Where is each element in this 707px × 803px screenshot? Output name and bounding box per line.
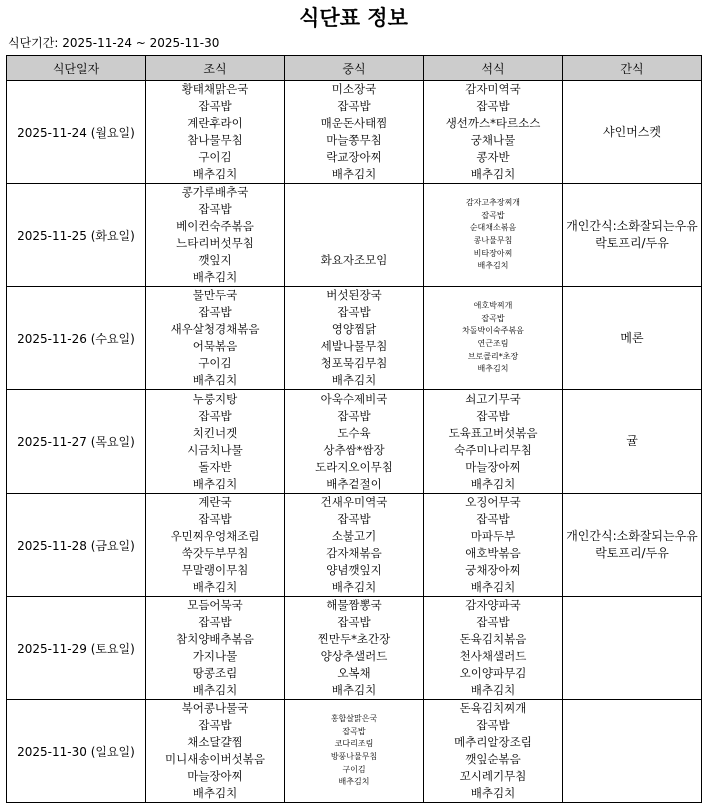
table-row [7, 597, 702, 700]
menu-item: 잡곡밥 [481, 210, 505, 220]
menu-item: 잡곡밥 [198, 615, 232, 629]
menu-item: 브로콜리*초장 [467, 351, 519, 361]
menu-item [285, 201, 423, 218]
menu-item: 구이김 [342, 764, 366, 774]
menu-item: 배추김치 [477, 364, 509, 374]
dinner-cell [424, 81, 563, 184]
header-date: 식단일자 [7, 56, 146, 81]
menu-item: 마늘장아찌 [187, 769, 243, 783]
breakfast-cell [146, 700, 285, 803]
menu-item: 비타장아찌 [473, 248, 513, 258]
menu-item: 감자미역국 [465, 82, 521, 96]
menu-item: 잡곡밥 [337, 99, 371, 113]
menu-item: 구이김 [198, 356, 232, 370]
breakfast-cell [146, 494, 285, 597]
menu-item: 배추김치 [331, 580, 377, 594]
menu-item: 콩나물무침 [473, 236, 513, 245]
menu-item: 오복채 [337, 666, 371, 680]
lunch-cell [285, 597, 424, 700]
menu-item: 배추김치 [192, 270, 238, 284]
menu-item: 배추김치 [470, 683, 516, 697]
menu-item: 마파두부 [470, 529, 516, 543]
dinner-cell [424, 287, 563, 390]
menu-item: 개인간식:소화잘되는우유 [566, 529, 698, 543]
menu-item: 배추김치 [192, 373, 238, 387]
menu-item: 메론 [620, 330, 644, 345]
header-dinner: 석식 [424, 56, 563, 81]
menu-item: 감자채볶음 [326, 546, 382, 560]
menu-item: 잡곡밥 [337, 408, 371, 423]
header-breakfast: 조식 [146, 56, 285, 81]
menu-item: 매운돈사태찜 [320, 116, 388, 130]
menu-item: 시금치나물 [187, 442, 243, 457]
menu-item: 궁채장아찌 [465, 563, 521, 577]
menu-item: 아욱수제비국 [320, 391, 388, 406]
menu-item: 마늘쫑무침 [326, 133, 382, 147]
menu-item: 북어콩나물국 [181, 701, 249, 715]
menu-item: 물만두국 [192, 288, 238, 302]
menu-item: 궁채나물 [470, 133, 516, 147]
snack-cell [563, 81, 702, 184]
menu-item: 귤 [626, 434, 638, 448]
header-snack: 간식 [563, 56, 702, 81]
menu-item: 차돌박이숙주볶음 [462, 326, 524, 336]
menu-item: 세발나물무침 [320, 339, 388, 353]
menu-item: 배추김치 [470, 786, 516, 800]
breakfast-cell [146, 184, 285, 287]
snack-cell [563, 700, 702, 803]
menu-item [285, 218, 423, 235]
menu-item: 배추김치 [331, 167, 377, 181]
menu-item: 버섯된장국 [326, 288, 382, 302]
menu-item [285, 269, 423, 286]
menu-item: 계란후라이 [187, 116, 243, 130]
menu-item: 누룽지탕 [192, 391, 238, 406]
table-row [7, 494, 702, 597]
menu-item: 무말랭이무침 [181, 563, 249, 577]
menu-item: 잡곡밥 [337, 512, 371, 526]
menu-item: 잡곡밥 [198, 99, 232, 113]
menu-item: 베이컨숙주볶음 [176, 219, 254, 233]
snack-cell [563, 494, 702, 597]
menu-item: 감자고추장찌개 [465, 198, 521, 208]
menu-item: 샤인머스켓 [603, 124, 661, 139]
menu-item: 홍합살맑은국 [330, 714, 378, 724]
menu-item: 배추김치 [477, 261, 509, 271]
menu-item: 참나물무침 [187, 133, 243, 147]
menu-item: 돈육김치찌개 [459, 701, 527, 715]
lunch-cell [285, 287, 424, 390]
snack-cell [563, 390, 702, 494]
menu-item [285, 184, 423, 201]
menu-item: 해물짬뽕국 [326, 598, 382, 612]
lunch-cell [285, 184, 424, 287]
lunch-cell [285, 81, 424, 184]
menu-item: 깻잎순볶음 [465, 752, 521, 766]
menu-item: 락토프리/두유 [595, 546, 669, 560]
menu-item: 락토프리/두유 [595, 236, 669, 250]
menu-item: 잡곡밥 [198, 512, 232, 526]
menu-item: 천사채샐러드 [459, 649, 527, 663]
date-cell: 2025-11-30 (일요일) [7, 700, 146, 803]
table-row [7, 184, 702, 287]
menu-item: 배추겉절이 [326, 476, 382, 491]
menu-item: 잡곡밥 [342, 726, 366, 736]
breakfast-cell [146, 287, 285, 390]
menu-item: 배추김치 [470, 167, 516, 181]
menu-item: 잡곡밥 [481, 313, 505, 323]
menu-item: 개인간식:소화잘되는우유 [566, 219, 698, 233]
menu-item: 가지나물 [192, 649, 238, 663]
menu-item: 잡곡밥 [198, 202, 232, 216]
menu-item: 잡곡밥 [198, 408, 232, 423]
date-cell: 2025-11-25 (화요일) [7, 184, 146, 287]
date-cell: 2025-11-27 (목요일) [7, 390, 146, 494]
menu-item: 황태채맑은국 [181, 82, 249, 96]
menu-item: 깻잎지 [198, 253, 232, 267]
menu-item: 미소장국 [331, 82, 377, 96]
dinner-cell [424, 494, 563, 597]
date-cell: 2025-11-28 (금요일) [7, 494, 146, 597]
menu-item: 소불고기 [331, 529, 377, 543]
menu-item: 양상추샐러드 [320, 649, 388, 663]
meal-period: 식단기간: 2025-11-24 ~ 2025-11-30 [8, 36, 220, 50]
meal-table [6, 55, 702, 803]
snack-cell [563, 287, 702, 390]
table-row [7, 287, 702, 390]
lunch-cell [285, 700, 424, 803]
page-title: 식단표 정보 [299, 6, 408, 30]
menu-item: 영양찜닭 [331, 322, 377, 336]
menu-item: 배추김치 [331, 373, 377, 387]
menu-item: 꼬시레기무침 [459, 769, 527, 783]
menu-item [285, 235, 423, 252]
breakfast-cell [146, 390, 285, 494]
menu-item: 땅콩조림 [192, 666, 238, 680]
dinner-cell [424, 390, 563, 494]
menu-item: 구이김 [198, 150, 232, 164]
menu-item: 모듬어묵국 [187, 598, 243, 612]
menu-item: 오징어무국 [465, 495, 521, 509]
menu-item: 청포묵김무침 [320, 356, 388, 370]
menu-item: 돌자반 [198, 459, 232, 474]
menu-item: 잡곡밥 [337, 305, 371, 319]
menu-item: 건새우미역국 [320, 495, 388, 509]
snack-cell [563, 597, 702, 700]
menu-item: 배추김치 [192, 476, 238, 491]
menu-item: 오이양파무김 [459, 666, 527, 680]
menu-item: 쑥갓두부무침 [181, 546, 249, 560]
menu-item: 잡곡밥 [337, 615, 371, 629]
menu-item: 치킨너겟 [192, 425, 238, 440]
menu-item: 도수육 [337, 425, 371, 440]
menu-item: 배추김치 [192, 786, 238, 800]
dinner-cell [424, 184, 563, 287]
menu-item: 잡곡밥 [476, 615, 510, 629]
menu-item: 도육표고버섯볶음 [448, 425, 538, 440]
menu-item: 방풍나물무침 [330, 752, 378, 761]
menu-item: 새우살청경채볶음 [170, 322, 260, 336]
lunch-cell [285, 390, 424, 494]
table-header-row [7, 56, 702, 81]
menu-item: 돈육김치볶음 [459, 632, 527, 646]
menu-item: 잡곡밥 [476, 99, 510, 113]
menu-item: 배추김치 [470, 580, 516, 594]
menu-item: 양념깻잎지 [326, 563, 382, 577]
snack-cell [563, 184, 702, 287]
header-lunch: 중식 [285, 56, 424, 81]
menu-item: 채소달걀찜 [187, 735, 243, 749]
menu-item: 숙주미나리무침 [454, 442, 532, 457]
menu-item: 잡곡밥 [198, 718, 232, 732]
menu-item: 잡곡밥 [476, 512, 510, 526]
menu-item: 애호박찌개 [473, 301, 513, 311]
menu-item: 순대채소볶음 [469, 223, 517, 233]
menu-item: 우민찌우엉채조림 [170, 529, 260, 543]
menu-item: 배추김치 [192, 683, 238, 697]
menu-item: 참치양배추볶음 [176, 632, 254, 646]
menu-item: 배추김치 [331, 683, 377, 697]
menu-item: 상추쌈*쌈장 [323, 442, 385, 457]
date-cell: 2025-11-29 (토요일) [7, 597, 146, 700]
table-row [7, 81, 702, 184]
breakfast-cell [146, 597, 285, 700]
menu-item: 쇠고기무국 [465, 391, 521, 406]
menu-item: 도라지오이무침 [315, 459, 393, 474]
menu-item: 콩자반 [476, 150, 510, 164]
menu-item: 미니새송이버섯볶음 [165, 752, 265, 766]
menu-item: 애호박볶음 [465, 546, 521, 560]
menu-item: 코다리조림 [334, 739, 374, 749]
menu-item: 콩가루배추국 [181, 185, 249, 199]
menu-item: 배추김치 [192, 167, 238, 181]
menu-item: 락교장아찌 [326, 150, 382, 164]
menu-item: 찐만두*초간장 [317, 632, 391, 646]
menu-item: 계란국 [198, 495, 232, 509]
menu-item: 잡곡밥 [198, 305, 232, 319]
breakfast-cell [146, 81, 285, 184]
menu-item: 감자양파국 [465, 598, 521, 612]
menu-item: 배추김치 [338, 777, 370, 787]
menu-item: 배추김치 [192, 580, 238, 594]
menu-item: 어묵볶음 [192, 339, 238, 353]
menu-item: 마늘장아찌 [465, 459, 521, 474]
menu-item: 생선까스*타르소스 [445, 116, 541, 130]
menu-item: 배추김치 [470, 476, 516, 491]
dinner-cell [424, 597, 563, 700]
menu-item: 메추리알장조림 [454, 735, 532, 749]
table-row [7, 700, 702, 803]
menu-item: 연근조림 [477, 339, 509, 348]
menu-item: 화요자조모임 [320, 253, 388, 267]
dinner-cell [424, 700, 563, 803]
lunch-cell [285, 494, 424, 597]
table-row [7, 390, 702, 494]
menu-item: 느타리버섯무침 [176, 236, 254, 250]
date-cell: 2025-11-24 (월요일) [7, 81, 146, 184]
menu-item: 잡곡밥 [476, 718, 510, 732]
menu-item: 잡곡밥 [476, 408, 510, 423]
date-cell: 2025-11-26 (수요일) [7, 287, 146, 390]
